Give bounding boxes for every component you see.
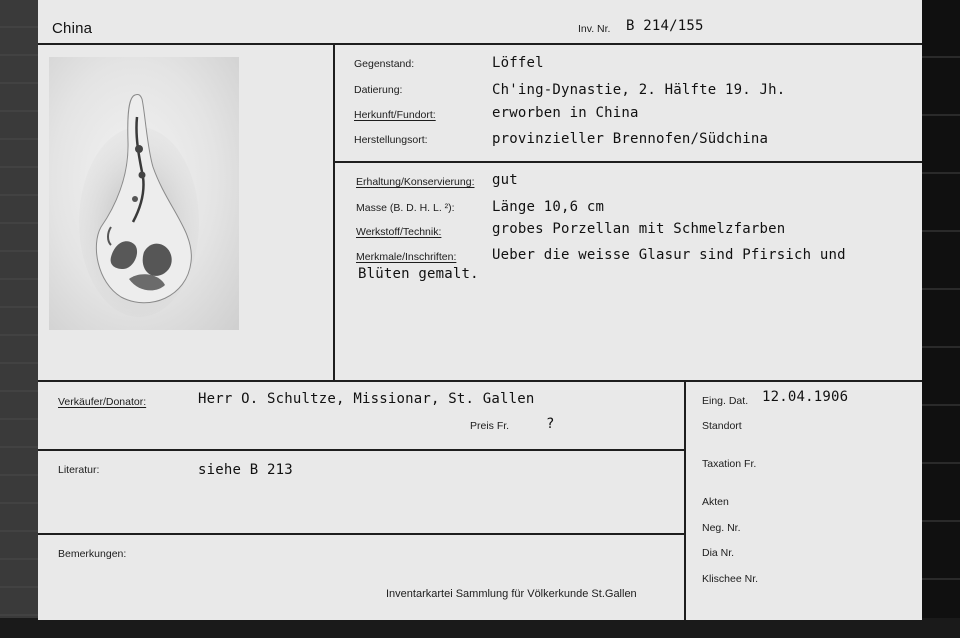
divider-mid: [333, 161, 922, 163]
standort-label: Standort: [702, 420, 742, 432]
merkmale-label: Merkmale/Inschriften:: [356, 251, 457, 263]
background-left: [0, 0, 38, 638]
inv-number: B 214/155: [626, 18, 704, 34]
literatur-value: siehe B 213: [198, 462, 293, 478]
erhaltung-label: Erhaltung/Konservierung:: [356, 176, 475, 188]
eing-value: 12.04.1906: [762, 389, 849, 405]
background-bottom: [0, 618, 960, 638]
preis-label: Preis Fr.: [470, 420, 510, 432]
preis-value: ?: [546, 416, 555, 432]
verkaeufer-label: Verkäufer/Donator:: [58, 396, 147, 408]
taxation-label: Taxation Fr.: [702, 458, 757, 470]
object-photo: [49, 57, 239, 330]
verkaeufer-value: Herr O. Schultze, Missionar, St. Gallen: [198, 391, 535, 407]
dia-label: Dia Nr.: [702, 547, 735, 559]
bemerkungen-label: Bemerkungen:: [58, 548, 127, 560]
divider-right-column: [684, 380, 686, 620]
literatur-label: Literatur:: [58, 464, 100, 476]
region-text: China: [52, 20, 93, 37]
merkmale-value-line2: Blüten gemalt.: [358, 266, 479, 282]
inv-label: Inv. Nr.: [578, 23, 611, 35]
werkstoff-label: Werkstoff/Technik:: [356, 226, 442, 238]
werkstoff-value: grobes Porzellan mit Schmelzfarben: [492, 221, 786, 237]
herkunft-label: Herkunft/Fundort:: [354, 109, 436, 121]
gegenstand-value: Löffel: [492, 55, 544, 71]
datierung-label: Datierung:: [354, 84, 403, 96]
klischee-label: Klischee Nr.: [702, 573, 759, 585]
eing-label: Eing. Dat.: [702, 395, 749, 407]
divider-photo: [333, 43, 335, 382]
herstellungsort-value: provinzieller Brennofen/Südchina: [492, 131, 769, 147]
background-right: [920, 0, 960, 638]
herstellungsort-label: Herstellungsort:: [354, 134, 428, 146]
footer-text: Inventarkartei Sammlung für Völkerkunde St.Gallen: [386, 588, 637, 600]
porcelain-spoon-image: [49, 57, 239, 330]
datierung-value: Ch'ing-Dynastie, 2. Hälfte 19. Jh.: [492, 82, 786, 98]
divider-bemerkungen: [38, 533, 684, 535]
masse-value: Länge 10,6 cm: [492, 199, 605, 215]
gegenstand-label: Gegenstand:: [354, 58, 415, 70]
herkunft-value: erworben in China: [492, 105, 639, 121]
erhaltung-value: gut: [492, 172, 518, 188]
akten-label: Akten: [702, 496, 729, 508]
neg-label: Neg. Nr.: [702, 522, 741, 534]
divider-top: [38, 43, 922, 45]
masse-label: Masse (B. D. H. L. ²):: [356, 202, 455, 214]
merkmale-value-line1: Ueber die weisse Glasur sind Pfirsich und: [492, 247, 846, 263]
divider-literatur: [38, 449, 684, 451]
divider-main: [38, 380, 922, 382]
